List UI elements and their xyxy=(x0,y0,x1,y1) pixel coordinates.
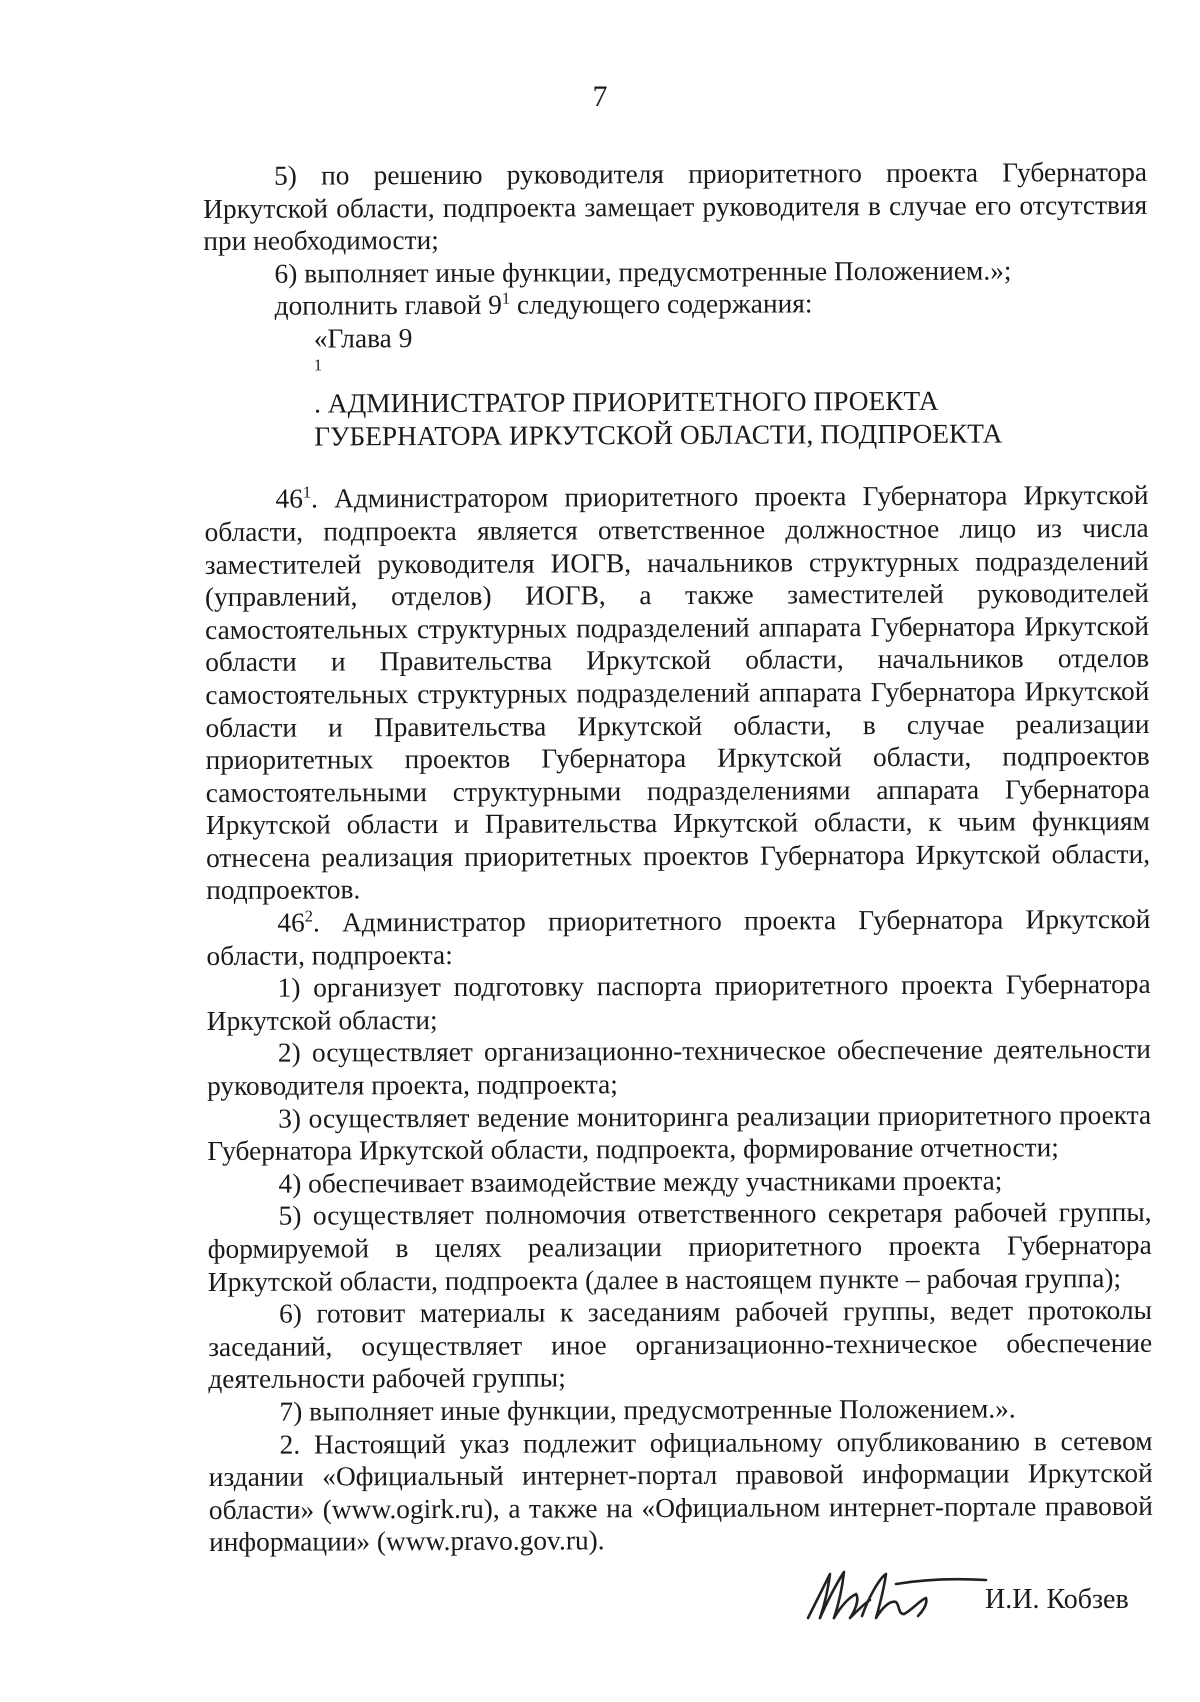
document-body xyxy=(203,156,1153,1559)
section-46-2 xyxy=(206,903,1150,972)
signer-name: И.И. Кобзев xyxy=(985,1584,1129,1615)
section-46-1-sup: 1 xyxy=(302,482,312,502)
chapter-heading xyxy=(204,319,1149,453)
paragraph-add-chapter xyxy=(204,286,1148,323)
add-chapter-text-after: следующего содержания: xyxy=(510,288,813,321)
add-chapter-text: дополнить главой 9 xyxy=(274,290,502,322)
section-46-2-number: 46 xyxy=(277,907,305,938)
chapter-heading-line-2: ГУБЕРНАТОРА ИРКУТСКОЙ ОБЛАСТИ, ПОДПРОЕКТА xyxy=(314,418,1003,452)
list-item: 5) осуществляет полномочия ответственного секретаря рабочей группы, формируемой в целях реализации приоритетного проекта Губернатора Иркутской области, подпроекта (далее в настоящем пункте – рабочая группа); xyxy=(207,1197,1152,1297)
signature-block xyxy=(800,1560,1160,1630)
list-item: 6) готовит материалы к заседаниям рабочей группы, ведет протоколы заседаний, осуществляет иное организационно-техническое обеспечение деятельности рабочей группы; xyxy=(208,1295,1153,1395)
paragraph-deputy-replaces: 5) по решению руководителя приоритетного проекта Губернатора Иркутской области, подпроекта замещает руководителя в случае его отсутствия при необходимости; xyxy=(203,156,1148,257)
section-46-2-text: . Администратор приоритетного проекта Губернатора Иркутской области, подпроекта: xyxy=(206,903,1151,971)
chapter-heading-sup: 1 xyxy=(313,354,323,374)
chapter-heading-prefix: «Глава 9 xyxy=(313,323,413,354)
list-item: 2) осуществляет организационно-техническое обеспечение деятельности руководителя проекта, подпроекта; xyxy=(206,1034,1151,1102)
section-46-1-text: . Администратором приоритетного проекта Губернатора Иркутской области, подпроекта является ответственное должностное лицо из числа заместителей руководителя ИОГВ, начальников структурных подразделений (управлений, отделов) ИОГВ, а также заместителей руководителей самостоятельных структурных подразделений аппарата Губернатора Иркутской области и Правительства Иркутской области, начальников отделов самостоятельных структурных подразделений аппарата Губернатора Иркутской области и Правительства Иркутской области, в случае реализации приоритетных проектов Губернатора Иркутской области, подпроектов самостоятельными структурными подразделениями аппарата Губернатора Иркутской области и Правительства Иркутской области, к чьим функциям отнесена реализация приоритетных проектов Губернатора Иркутской области, подпроектов. xyxy=(204,480,1151,906)
publication-clause: 2. Настоящий указ подлежит официальному опубликованию в сетевом издании «Официальный интернет-портал правовой информации Иркутской области» (www.ogirk.ru), а также на «Официальном интернет-портале правовой информации» (www.pravo.gov.ru). xyxy=(208,1425,1153,1558)
paragraph-other-functions: 6) выполняет иные функции, предусмотренные Положением.»; xyxy=(274,255,1012,289)
page-number: 7 xyxy=(592,80,608,113)
add-chapter-sup: 1 xyxy=(501,288,511,308)
chapter-heading-line-1 xyxy=(314,319,1148,420)
section-46-2-sup: 2 xyxy=(304,906,313,926)
section-46-1-number: 46 xyxy=(275,483,303,515)
list-item: 1) организует подготовку паспорта приоритетного проекта Губернатора Иркутской области; xyxy=(206,969,1151,1036)
list-item: 7) выполняет иные функции, предусмотренные Положением.». xyxy=(279,1393,1016,1427)
list-item: 4) обеспечивает взаимодействие между участниками проекта; xyxy=(278,1165,1003,1199)
handwritten-signature-icon xyxy=(800,1560,990,1630)
list-item: 3) осуществляет ведение мониторинга реализации приоритетного проекта Губернатора Иркутской области, подпроекта, формирование отчетности; xyxy=(207,1099,1152,1167)
chapter-heading-title: . АДМИНИСТРАТОР ПРИОРИТЕТНОГО ПРОЕКТА xyxy=(313,385,939,419)
section-46-1 xyxy=(204,479,1150,907)
